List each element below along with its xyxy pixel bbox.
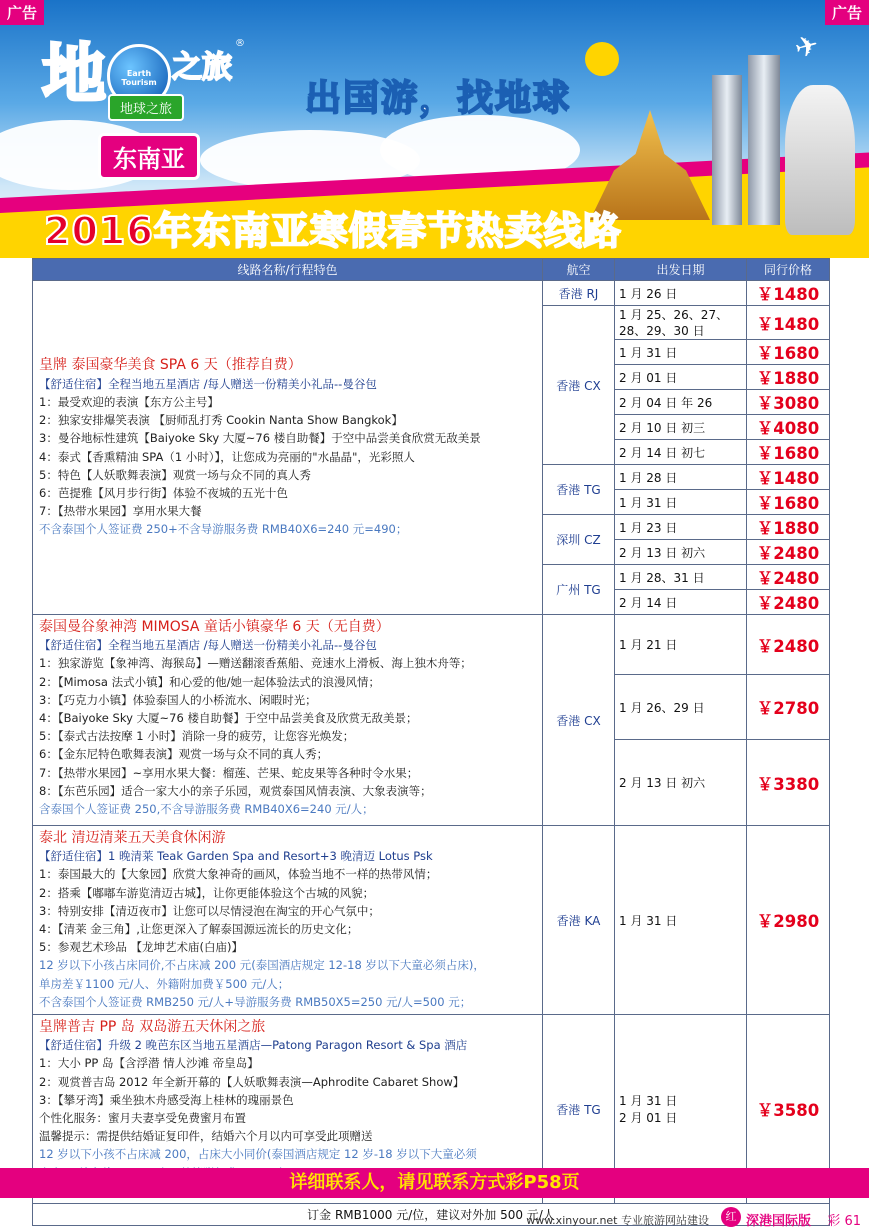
date-cell: 1 月 25、26、27、28、29、30 日 bbox=[615, 306, 747, 340]
route-item: 6：【金东尼特色歌舞表演】观赏一场与众不同的真人秀； bbox=[39, 747, 329, 762]
logo-globe-text: Earth Tourism bbox=[121, 69, 157, 87]
route-item: 2：搭乘【嘟嘟车游览清迈古城】，让你更能体验这个古城的风貌； bbox=[39, 885, 375, 900]
logo-zhilv: 之旅 bbox=[172, 50, 232, 85]
table-row bbox=[33, 281, 830, 306]
route-item: 7：【热带水果园】享用水果大餐 bbox=[39, 504, 202, 519]
route-item: 1：大小 PP 岛【含浮潜 情人沙滩 帝皇岛】 bbox=[39, 1056, 259, 1071]
header-route: 线路名称/行程特色 bbox=[33, 259, 543, 281]
route-item: 3：【巧克力小镇】体验泰国人的小桥流水、闲暇时光； bbox=[39, 692, 317, 707]
price-cell: ￥3580 bbox=[747, 1015, 830, 1204]
date-cell: 1 月 26 日 bbox=[615, 281, 747, 306]
title-year: 2016年 bbox=[44, 209, 193, 253]
route-title: 泰国曼谷象神湾 MIMOSA 童话小镇豪华 6 天（无自费） bbox=[39, 619, 390, 635]
date-cell: 2 月 04 日 年 26 bbox=[615, 390, 747, 415]
date-cell: 2 月 13 日 初六 bbox=[615, 540, 747, 565]
route-2-description bbox=[33, 615, 543, 826]
date-cell: 1 月 26、29 日 bbox=[615, 675, 747, 740]
price-cell: ￥2480 bbox=[747, 540, 830, 565]
airline-cell: 香港 KA bbox=[543, 826, 615, 1015]
hong-badge-icon: 红 bbox=[721, 1207, 741, 1227]
date-cell: 1 月 31 日 bbox=[615, 490, 747, 515]
date-cell: 1 月 28、31 日 bbox=[615, 565, 747, 590]
route-item: 1：泰国最大的【大象园】欣赏大象神奇的画风，体验当地不一样的热带风情； bbox=[39, 867, 438, 882]
date-cell: 1 月 28 日 bbox=[615, 465, 747, 490]
price-cell: ￥2780 bbox=[747, 675, 830, 740]
table-row bbox=[33, 826, 830, 1015]
airline-cell: 香港 TG bbox=[543, 1015, 615, 1204]
date-cell: 1 月 23 日 bbox=[615, 515, 747, 540]
route-item: 2：【Mimosa 法式小镇】和心爱的他/她一起体验法式的浪漫风情； bbox=[39, 674, 380, 689]
route-title: 皇牌 泰国豪华美食 SPA 6 天（推荐自费） bbox=[39, 357, 302, 374]
airline-cell: 深圳 CZ bbox=[543, 515, 615, 565]
ad-tag-right: 广告 bbox=[825, 0, 869, 25]
airline-cell: 香港 CX bbox=[543, 615, 615, 826]
merlion-illustration bbox=[785, 85, 855, 235]
airline-cell: 香港 RJ bbox=[543, 281, 615, 306]
route-item: 5：【泰式古法按摩 1 小时】消除一身的疲劳，让您容光焕发； bbox=[39, 729, 355, 744]
route-item: 2：独家安排爆笑表演 【厨师乱打秀 Cookin Nanta Show Bangkok】 bbox=[39, 413, 403, 428]
route-accommodation: 【舒适住宿】1 晚清莱 Teak Garden Spa and Resort+3 晚清迈 Lotus Psk bbox=[39, 849, 433, 864]
route-item: 3：特别安排【清迈夜市】让您可以尽情浸泡在淘宝的开心气氛中； bbox=[39, 903, 380, 918]
footer-brand: 深港国际版 bbox=[745, 1214, 811, 1229]
table-row bbox=[33, 615, 830, 675]
price-cell: ￥1880 bbox=[747, 515, 830, 540]
registered-mark: ® bbox=[235, 38, 245, 49]
price-cell: ￥2480 bbox=[747, 590, 830, 615]
date-cell: 1 月 21 日 bbox=[615, 615, 747, 675]
route-item: 3：【攀牙湾】乘坐独木舟感受海上桂林的瑰丽景色 bbox=[39, 1092, 294, 1107]
route-item: 7：【热带水果园】~享用水果大餐：榴莲、芒果、蛇皮果等各种时令水果； bbox=[39, 765, 419, 780]
header-price: 同行价格 bbox=[747, 259, 830, 281]
route-accommodation: 【舒适住宿】全程当地五星酒店 /每人赠送一份精美小礼品--曼谷包 bbox=[39, 376, 377, 391]
route-accommodation: 【舒适住宿】升级 2 晚芭东区当地五星酒店—Patong Paragon Resort & Spa 酒店 bbox=[39, 1038, 468, 1053]
contact-banner: 详细联系人，请见联系方式彩P58页 bbox=[0, 1168, 869, 1198]
routes-table bbox=[32, 258, 830, 1226]
date-cell: 1 月 31 日 bbox=[615, 826, 747, 1015]
route-note: 不含泰国个人签证费 250+不含导游服务费 RMB40X6=240 元=490； bbox=[39, 522, 408, 537]
deposit-note: 订金 RMB1000 元/位，建议对外加 500 元/人 bbox=[33, 1204, 830, 1226]
price-cell: ￥3080 bbox=[747, 390, 830, 415]
price-cell: ￥1880 bbox=[747, 365, 830, 390]
price-cell: ￥2480 bbox=[747, 615, 830, 675]
route-item: 1：最受欢迎的表演【东方公主号】 bbox=[39, 394, 219, 409]
page-number: 彩 61 bbox=[827, 1214, 861, 1229]
route-item: 8：【东芭乐园】适合一家大小的亲子乐园，观赏泰国风情表演、大象表演等； bbox=[39, 783, 432, 798]
route-accommodation: 【舒适住宿】全程当地五星酒店 /每人赠送一份精美小礼品--曼谷包 bbox=[39, 638, 377, 653]
route-item: 温馨提示：需提供结婚证复印件，结婚六个月以内可享受此项赠送 bbox=[39, 1129, 373, 1144]
tower-illustration bbox=[712, 75, 742, 225]
logo-subtitle: 地球之旅 bbox=[108, 94, 184, 121]
route-note: 单房差￥1100 元/人、外籍附加费￥500 元/人； bbox=[39, 976, 290, 991]
route-item: 4：【清莱 金三角】,让您更深入了解泰国源远流长的历史文化； bbox=[39, 922, 359, 937]
route-title: 泰北 清迈清莱五天美食休闲游 bbox=[39, 830, 226, 846]
route-item: 5：参观艺术珍品 【龙坤艺术庙(白庙)】 bbox=[39, 940, 243, 955]
route-item: 1：独家游览【象神湾、海猴岛】—赠送翻滚香蕉船、竞速水上滑板、海上独木舟等； bbox=[39, 656, 472, 671]
region-badge: 东南亚 bbox=[98, 133, 200, 180]
date-line: 1 月 31 日 bbox=[619, 1094, 678, 1109]
route-note: 12 岁以下小孩占床同价,不占床减 200 元(泰国酒店规定 12-18 岁以下大童必须占床)， bbox=[39, 958, 485, 973]
route-1-description bbox=[33, 281, 543, 615]
date-cell: 2 月 10 日 初三 bbox=[615, 415, 747, 440]
page-title bbox=[44, 200, 622, 255]
airplane-icon: ✈ bbox=[791, 27, 823, 66]
footer bbox=[0, 1204, 869, 1230]
slogan: 出国游，找地球 bbox=[305, 78, 572, 119]
date-cell: 1 月 31 日 bbox=[615, 340, 747, 365]
header-airline: 航空 bbox=[543, 259, 615, 281]
airline-cell: 香港 CX bbox=[543, 306, 615, 465]
price-cell: ￥2480 bbox=[747, 565, 830, 590]
brand-logo bbox=[42, 38, 252, 120]
price-cell: ￥1680 bbox=[747, 340, 830, 365]
price-cell: ￥2980 bbox=[747, 826, 830, 1015]
route-note: 12 岁以下小孩不占床减 200，占床大小同价(泰国酒店规定 12 岁-18 岁以下大童必须 bbox=[39, 1147, 477, 1162]
airline-cell: 广州 TG bbox=[543, 565, 615, 615]
route-item: 4：【Baiyoke Sky 大厦~76 楼自助餐】于空中品尝美食及欣赏无敌美景； bbox=[39, 711, 418, 726]
title-rest: 寒假春节热卖线路 bbox=[309, 209, 622, 253]
date-cell: 2 月 01 日 bbox=[615, 365, 747, 390]
tower-illustration bbox=[748, 55, 780, 225]
price-cell: ￥1480 bbox=[747, 281, 830, 306]
route-title: 皇牌普吉 PP 岛 双岛游五天休闲之旅 bbox=[39, 1019, 266, 1036]
ad-tag-left: 广告 bbox=[0, 0, 44, 25]
price-cell: ￥1480 bbox=[747, 465, 830, 490]
price-cell: ￥3380 bbox=[747, 740, 830, 826]
date-cell: 2 月 13 日 初六 bbox=[615, 740, 747, 826]
sun-icon bbox=[585, 42, 619, 76]
header-banner bbox=[0, 0, 869, 258]
price-cell: ￥4080 bbox=[747, 415, 830, 440]
route-item: 2：观赏普吉岛 2012 年全新开幕的【人妖歌舞表演—Aphrodite Cabaret Show】 bbox=[39, 1074, 465, 1089]
logo-di: 地 bbox=[42, 38, 106, 112]
price-cell: ￥1480 bbox=[747, 306, 830, 340]
footer-site: www.xinyour.net 专业旅游网站建设 bbox=[526, 1214, 709, 1227]
date-cell: 2 月 14 日 bbox=[615, 590, 747, 615]
date-cell: 2 月 14 日 初七 bbox=[615, 440, 747, 465]
table-header-row bbox=[33, 259, 830, 281]
route-item: 6：芭提雅【风月步行街】体验不夜城的五光十色 bbox=[39, 485, 288, 500]
route-item: 4：泰式【香熏精油 SPA（1 小时）】，让您成为亮丽的"水晶晶"，光彩照人 bbox=[39, 449, 415, 464]
airline-cell: 香港 TG bbox=[543, 465, 615, 515]
route-item: 3：曼谷地标性建筑【Baiyoke Sky 大厦~76 楼自助餐】于空中品尝美食欣赏无敌美景 bbox=[39, 431, 481, 446]
title-region: 东南亚 bbox=[192, 209, 310, 253]
route-3-description bbox=[33, 826, 543, 1015]
route-item: 5：特色【人妖歌舞表演】观赏一场与众不同的真人秀 bbox=[39, 467, 311, 482]
route-note: 含泰国个人签证费 250,不含导游服务费 RMB40X6=240 元/人； bbox=[39, 802, 374, 817]
header-date: 出发日期 bbox=[615, 259, 747, 281]
route-note: 不含泰国个人签证费 RMB250 元/人+导游服务费 RMB50X5=250 元/人=500 元； bbox=[39, 994, 472, 1009]
date-line: 2 月 01 日 bbox=[619, 1111, 678, 1126]
price-cell: ￥1680 bbox=[747, 490, 830, 515]
route-item: 个性化服务：蜜月夫妻享受免费蜜月布置 bbox=[39, 1111, 246, 1126]
price-cell: ￥1680 bbox=[747, 440, 830, 465]
